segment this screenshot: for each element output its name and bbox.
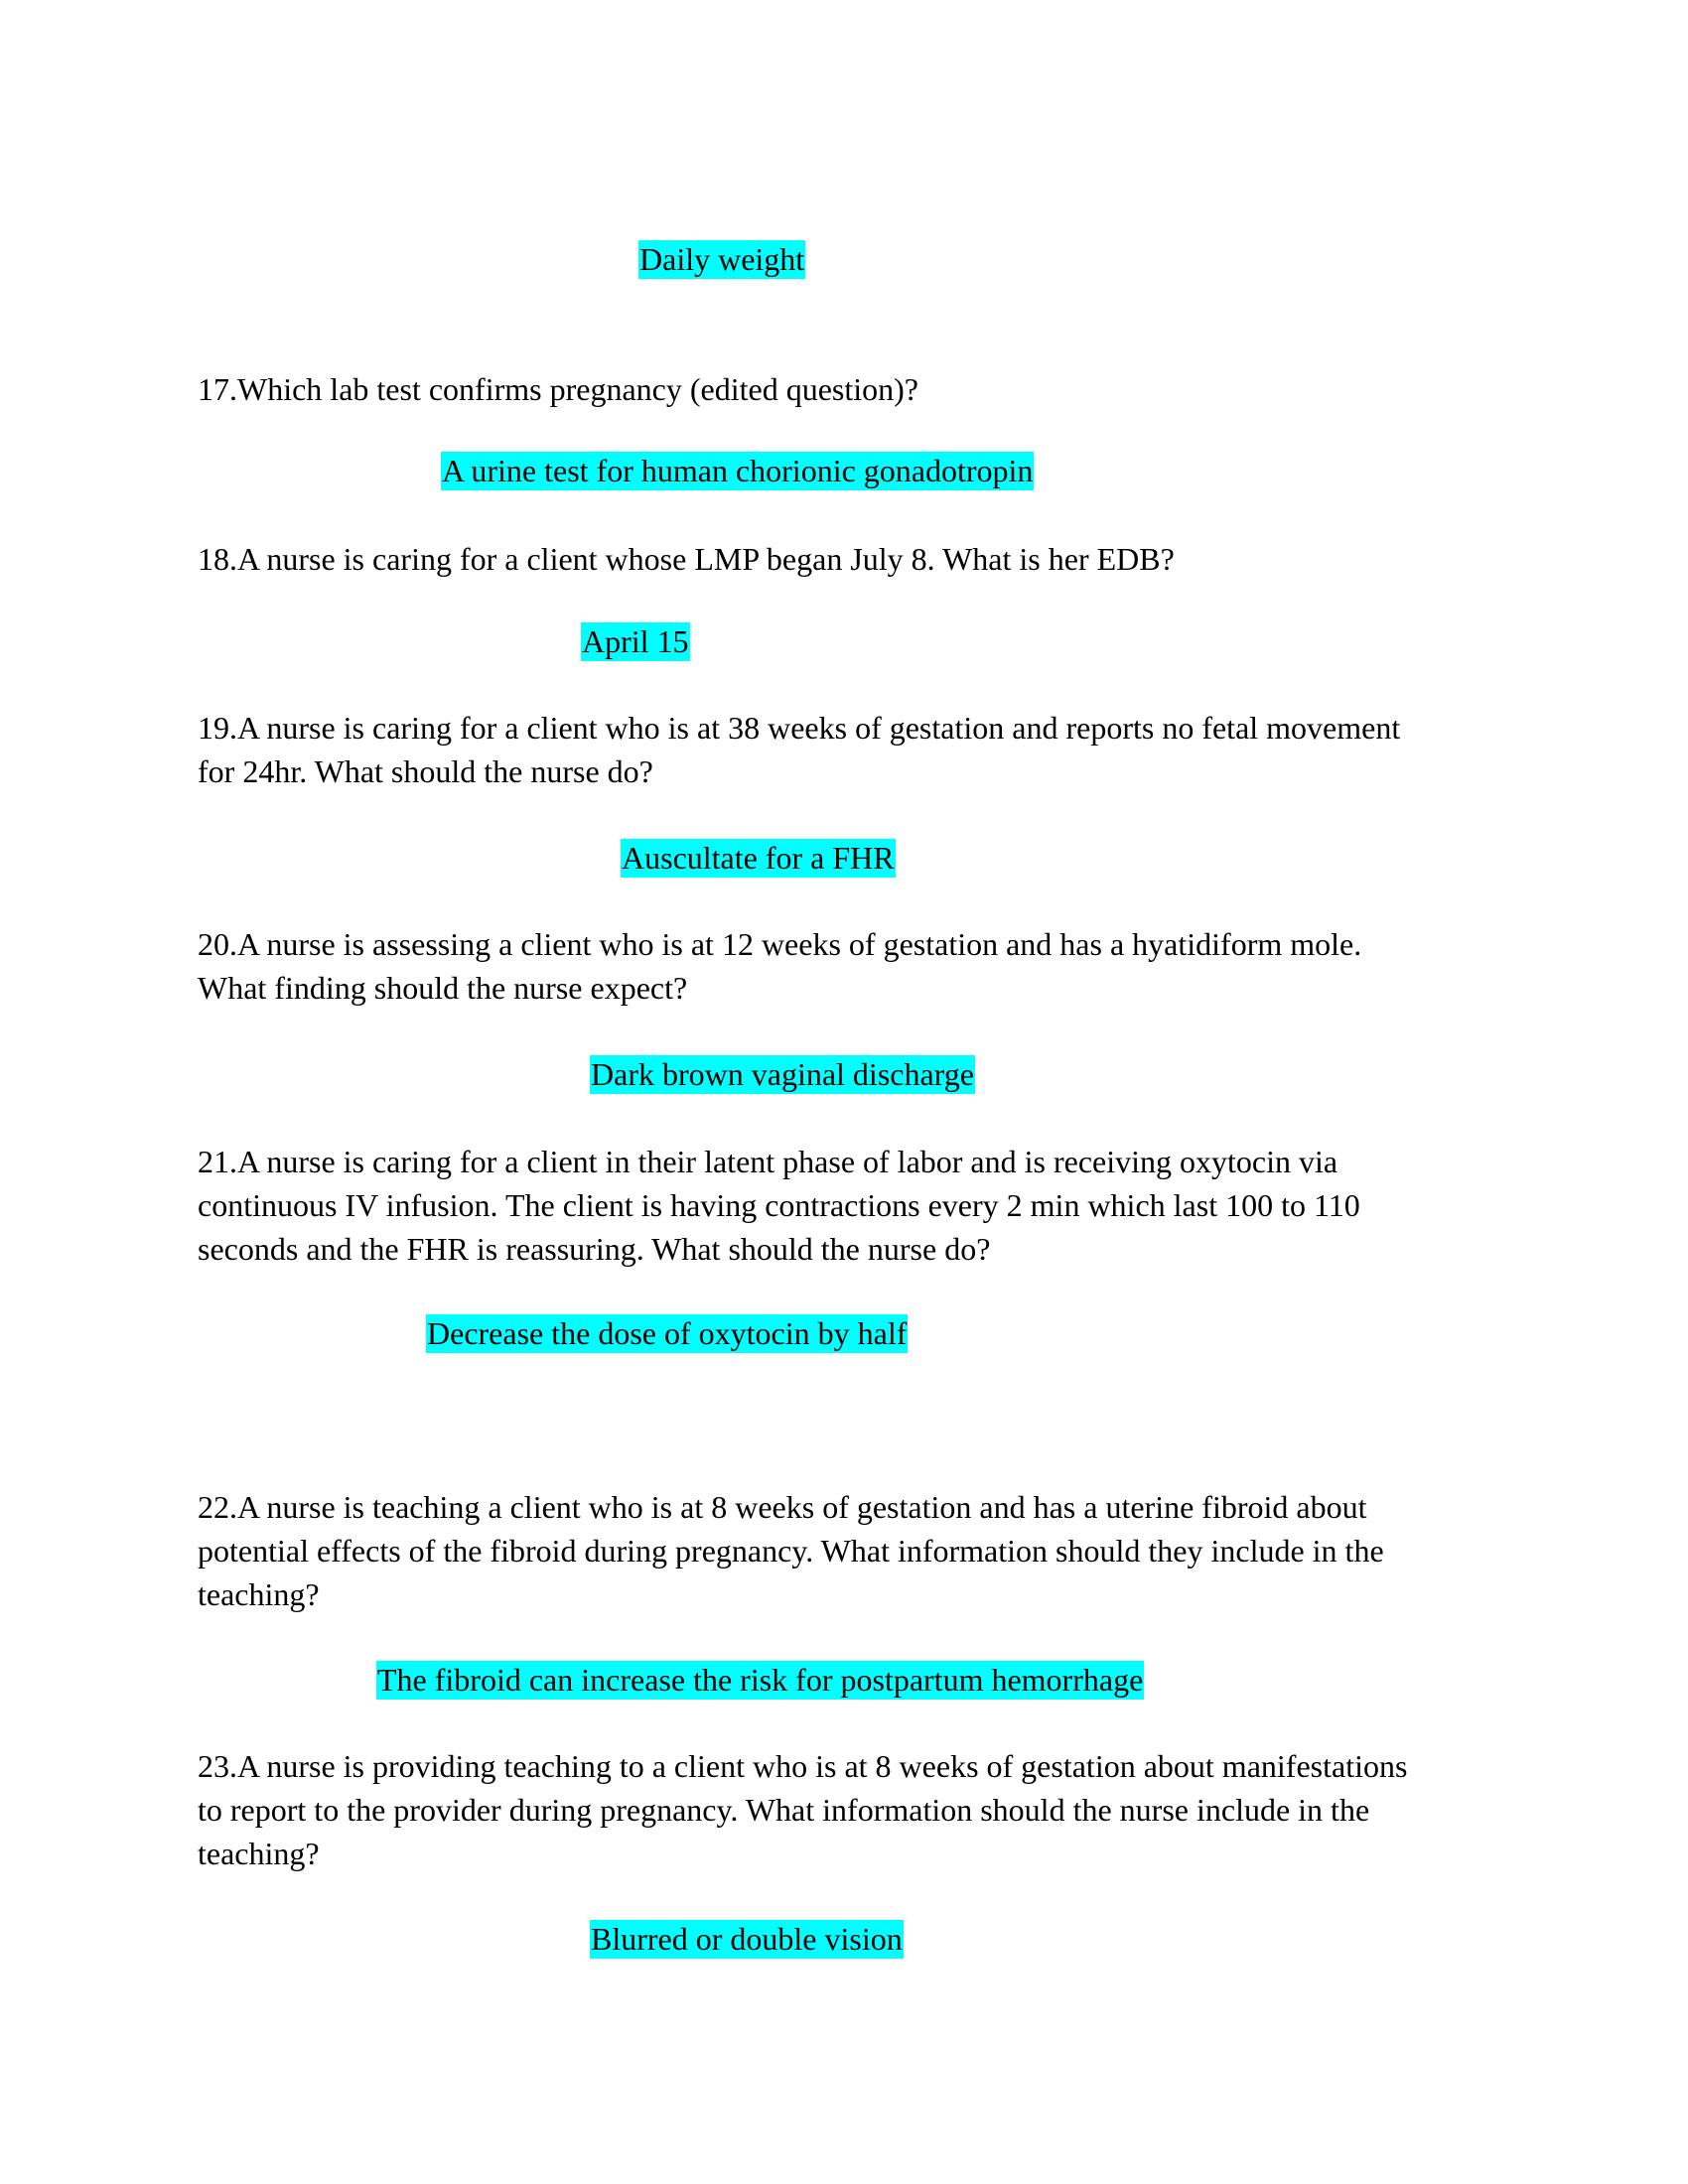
answer-highlight-23: Blurred or double vision [591,1921,903,1957]
question-20 [198,922,1488,1010]
answer-highlight-19: Auscultate for a FHR [622,840,895,876]
answer-highlight-20: Dark brown vaginal discharge [591,1056,974,1092]
question-18 [198,537,1488,581]
question-line: to report to the provider during pregnancy. What information should the nurse include in the [198,1792,1370,1828]
question-line: 19.A nurse is caring for a client who is at 38 weeks of gestation and reports no fetal movement [198,710,1401,746]
question-line: for 24hr. What should the nurse do? [198,753,653,789]
question-line: continuous IV infusion. The client is having contractions every 2 min which last 100 to 110 [198,1187,1360,1223]
question-line: seconds and the FHR is reassuring. What should the nurse do? [198,1231,991,1267]
answer-highlight-21: Decrease the dose of oxytocin by half [427,1315,908,1351]
question-17 [198,367,1488,411]
question-22 [198,1485,1488,1616]
answer-highlight-16: Daily weight [639,241,805,277]
question-line: 18.A nurse is caring for a client whose LMP began July 8. What is her EDB? [198,541,1175,577]
question-line: What finding should the nurse expect? [198,970,688,1006]
question-21 [198,1140,1488,1271]
question-line: 20.A nurse is assessing a client who is at 12 weeks of gestation and has a hyatidiform mole. [198,926,1362,962]
answer-highlight-18: April 15 [582,623,689,659]
question-line: 23.A nurse is providing teaching to a client who is at 8 weeks of gestation about manifestations [198,1748,1408,1784]
question-19 [198,706,1488,793]
question-line: teaching? [198,1576,320,1612]
question-line: potential effects of the fibroid during pregnancy. What information should they include in the [198,1533,1384,1569]
question-line: teaching? [198,1836,320,1871]
question-23 [198,1744,1488,1875]
question-line: 22.A nurse is teaching a client who is at 8 weeks of gestation and has a uterine fibroid about [198,1489,1367,1525]
answer-highlight-22: The fibroid can increase the risk for postpartum hemorrhage [377,1662,1144,1698]
question-line: 17.Which lab test confirms pregnancy (edited question)? [198,371,918,407]
answer-highlight-17: A urine test for human chorionic gonadotropin [442,453,1034,488]
question-line: 21.A nurse is caring for a client in their latent phase of labor and is receiving oxytocin via [198,1144,1338,1179]
